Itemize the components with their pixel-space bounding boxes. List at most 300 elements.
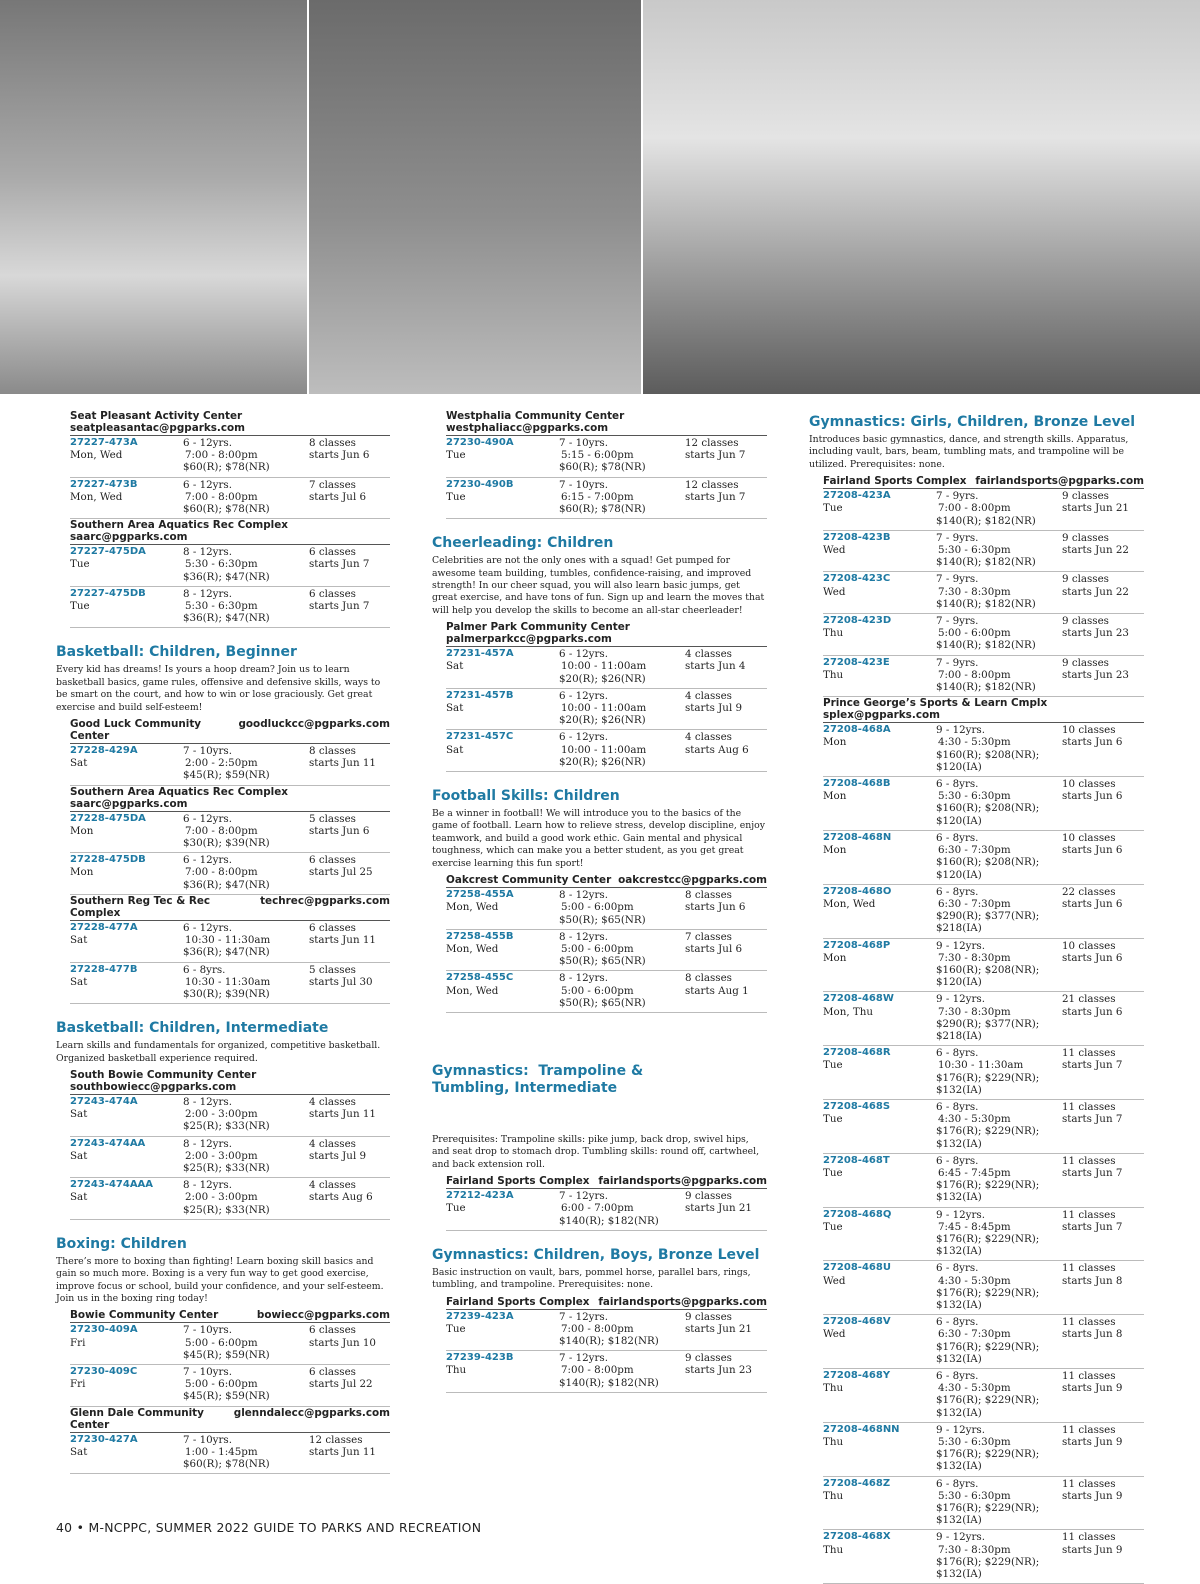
class-days: Sat bbox=[446, 743, 464, 756]
class-start-date: starts Jun 9 bbox=[1062, 1543, 1123, 1556]
class-code-link[interactable]: 27208-468Z bbox=[823, 1477, 891, 1489]
class-count: 11 classes bbox=[1062, 1047, 1116, 1060]
row-age-time-fee bbox=[559, 437, 685, 474]
location-header: Westphalia Community Center westphaliacc@pgparks.com bbox=[446, 410, 767, 436]
row-sessions bbox=[685, 1352, 767, 1389]
class-start-date: starts Jun 10 bbox=[309, 1336, 376, 1349]
row-sessions bbox=[685, 1311, 767, 1348]
class-listing-row bbox=[823, 885, 1144, 939]
row-age-time-fee bbox=[936, 1370, 1062, 1419]
class-start-date: starts Jun 22 bbox=[1062, 585, 1129, 598]
class-code-link[interactable]: 27208-468A bbox=[823, 724, 891, 736]
class-listing-row bbox=[70, 1178, 390, 1220]
class-code-link[interactable]: 27208-468Y bbox=[823, 1370, 891, 1382]
class-fee: $60(R); $78(NR) bbox=[183, 503, 270, 516]
class-days: Mon, Wed bbox=[70, 449, 123, 462]
class-age: 6 - 12yrs. bbox=[559, 689, 608, 702]
page-footer: 40 • M-NCPPC, SUMMER 2022 GUIDE TO PARKS AND RECREATION bbox=[56, 1520, 482, 1535]
class-code-link[interactable]: 27208-468R bbox=[823, 1047, 891, 1059]
row-age-time-fee bbox=[183, 922, 309, 959]
class-code-link[interactable]: 27228-429A bbox=[70, 745, 138, 757]
row-sessions bbox=[1062, 615, 1144, 652]
class-fee: $140(R); $182(NR) bbox=[936, 556, 1036, 569]
class-time: 5:30 - 6:30pm bbox=[938, 544, 1011, 557]
class-code-link[interactable]: 27258-455A bbox=[446, 889, 514, 901]
class-days: Fri bbox=[70, 1378, 86, 1391]
class-time: 4:30 - 5:30pm bbox=[938, 1382, 1011, 1395]
class-count: 5 classes bbox=[309, 963, 356, 976]
row-code-day bbox=[70, 1324, 183, 1361]
class-time: 5:30 - 6:30pm bbox=[185, 558, 258, 571]
row-age-time-fee bbox=[936, 657, 1062, 694]
row-age-time-fee bbox=[183, 437, 309, 474]
class-start-date: starts Jun 11 bbox=[309, 1108, 376, 1121]
class-listing-row bbox=[70, 436, 390, 478]
class-count: 11 classes bbox=[1062, 1316, 1116, 1329]
section-description: Introduces basic gymnastics, dance, and strength skills. Apparatus, including vault, bars, beam, tumbling mats, and trampoline will be utilized. Prerequisites: none. bbox=[809, 434, 1129, 470]
row-sessions bbox=[309, 1138, 390, 1175]
class-days: Mon, Thu bbox=[823, 1005, 874, 1018]
class-code-link[interactable]: 27208-423C bbox=[823, 573, 891, 585]
class-time: 7:45 - 8:45pm bbox=[938, 1220, 1011, 1233]
class-code-link[interactable]: 27208-468NN bbox=[823, 1423, 900, 1435]
class-time: 4:30 - 5:30pm bbox=[938, 1274, 1011, 1287]
class-code-link[interactable]: 27239-423A bbox=[446, 1310, 514, 1322]
class-fee: $140(R); $182(NR) bbox=[936, 639, 1036, 652]
class-days: Wed bbox=[823, 585, 846, 598]
row-sessions bbox=[1062, 1047, 1144, 1096]
location-header: Fairland Sports Complex fairlandsports@pgparks.com bbox=[446, 1175, 767, 1188]
row-sessions bbox=[309, 437, 390, 474]
class-time: 5:00 - 6:00pm bbox=[938, 627, 1011, 640]
class-start-date: starts Jun 6 bbox=[1062, 1005, 1123, 1018]
class-days: Tue bbox=[446, 1322, 466, 1335]
class-fee: $25(R); $33(NR) bbox=[183, 1161, 270, 1174]
section-title: Boxing: Children bbox=[56, 1235, 187, 1252]
row-sessions bbox=[309, 922, 390, 959]
class-listing-row bbox=[70, 545, 390, 587]
row-age-time-fee bbox=[559, 1352, 685, 1389]
class-start-date: starts Jun 22 bbox=[1062, 544, 1129, 557]
class-start-date: starts Jun 21 bbox=[685, 1322, 752, 1335]
row-sessions bbox=[1062, 832, 1144, 881]
class-time: 2:00 - 3:00pm bbox=[185, 1149, 258, 1162]
class-time: 6:00 - 7:00pm bbox=[561, 1202, 634, 1215]
class-time: 2:00 - 3:00pm bbox=[185, 1191, 258, 1204]
class-count: 22 classes bbox=[1062, 885, 1116, 898]
class-listing-row bbox=[823, 614, 1144, 656]
class-code-link[interactable]: 27230-490B bbox=[446, 478, 514, 490]
class-days: Sat bbox=[70, 975, 88, 988]
class-fee: $160(R); $208(NR); $120(IA) bbox=[936, 748, 1040, 773]
class-time: 7:30 - 8:30pm bbox=[938, 1543, 1011, 1556]
row-sessions bbox=[1062, 1101, 1144, 1150]
class-code-link[interactable]: 27231-457C bbox=[446, 731, 514, 743]
row-code-day bbox=[70, 854, 183, 891]
section-description: Celebrities are not the only ones with a squad! Get pumped for awesome team building, tumbles, confidence-raising, and improved strength! In our cheer squad, you will also learn basic jumps, get great exercise, and have tons of fun. Sign up and learn the moves that will help you develop the skills to become an all-star cheerleader! bbox=[432, 555, 765, 616]
class-age: 8 - 12yrs. bbox=[559, 889, 608, 902]
class-count: 6 classes bbox=[309, 587, 356, 600]
class-listing-row bbox=[446, 1310, 767, 1352]
class-age: 6 - 8yrs. bbox=[183, 963, 226, 976]
class-start-date: starts Jun 7 bbox=[1062, 1166, 1123, 1179]
class-start-date: starts Jun 7 bbox=[1062, 1059, 1123, 1072]
location-header: South Bowie Community Center southbowiecc@pgparks.com bbox=[70, 1069, 390, 1095]
column-1 bbox=[56, 410, 390, 1474]
class-count: 4 classes bbox=[309, 1095, 356, 1108]
class-count: 4 classes bbox=[685, 689, 732, 702]
row-age-time-fee bbox=[936, 1316, 1062, 1365]
class-age: 8 - 12yrs. bbox=[183, 1137, 232, 1150]
class-count: 10 classes bbox=[1062, 831, 1116, 844]
row-age-time-fee bbox=[936, 993, 1062, 1042]
location-email[interactable]: seatpleasantac@pgparks.com bbox=[70, 422, 246, 434]
class-code-link[interactable]: 27228-477A bbox=[70, 921, 138, 933]
location-email[interactable]: oakcrestcc@pgparks.com bbox=[618, 874, 767, 887]
row-sessions bbox=[1062, 532, 1144, 569]
row-code-day bbox=[823, 1047, 936, 1096]
class-start-date: starts Jun 6 bbox=[1062, 897, 1123, 910]
location-email[interactable]: splex@pgparks.com bbox=[823, 709, 940, 722]
class-listing-row bbox=[823, 939, 1144, 993]
class-code-link[interactable]: 27208-423E bbox=[823, 656, 890, 668]
row-code-day bbox=[823, 532, 936, 569]
class-fee: $290(R); $377(NR); $218(IA) bbox=[936, 910, 1040, 935]
section-title: Football Skills: Children bbox=[432, 788, 620, 805]
class-count: 6 classes bbox=[309, 921, 356, 934]
location-email[interactable]: southbowiecc@pgparks.com bbox=[70, 1080, 237, 1093]
row-age-time-fee bbox=[936, 832, 1062, 881]
class-days: Tue bbox=[823, 502, 843, 515]
row-sessions bbox=[1062, 1316, 1144, 1365]
class-days: Tue bbox=[446, 449, 466, 462]
location-header: Fairland Sports Complex fairlandsports@pgparks.com bbox=[446, 1295, 767, 1308]
row-age-time-fee bbox=[183, 588, 309, 625]
row-age-time-fee bbox=[936, 886, 1062, 935]
class-start-date: starts Jul 6 bbox=[309, 490, 367, 503]
class-listing-row bbox=[823, 1046, 1144, 1100]
row-age-time-fee bbox=[559, 972, 685, 1009]
class-code-link[interactable]: 27208-468U bbox=[823, 1262, 891, 1274]
class-age: 9 - 12yrs. bbox=[936, 1208, 985, 1221]
class-count: 11 classes bbox=[1062, 1477, 1116, 1490]
class-time: 10:30 - 11:30am bbox=[938, 1059, 1024, 1072]
class-start-date: starts Jun 23 bbox=[1062, 668, 1129, 681]
class-listing-row bbox=[823, 1477, 1144, 1531]
class-code-link[interactable]: 27208-468W bbox=[823, 993, 894, 1005]
class-code-link[interactable]: 27227-473A bbox=[70, 437, 138, 448]
class-code-link[interactable]: 27230-409A bbox=[70, 1324, 138, 1336]
class-days: Thu bbox=[823, 1489, 844, 1502]
class-listing-row bbox=[823, 1208, 1144, 1262]
class-days: Sat bbox=[70, 1445, 88, 1458]
location-email[interactable]: palmerparkcc@pgparks.com bbox=[446, 633, 612, 646]
row-sessions bbox=[309, 1366, 390, 1403]
class-time: 7:00 - 8:00pm bbox=[185, 824, 258, 837]
class-fee: $176(R); $229(NR); $132(IA) bbox=[936, 1125, 1040, 1150]
class-age: 6 - 8yrs. bbox=[936, 1370, 979, 1383]
location-header: Southern Area Aquatics Rec Complex saarc@pgparks.com bbox=[70, 519, 390, 545]
class-start-date: starts Jun 7 bbox=[1062, 1113, 1123, 1126]
class-days: Thu bbox=[823, 1436, 844, 1449]
row-sessions bbox=[1062, 490, 1144, 527]
class-code-link[interactable]: 27227-475DB bbox=[70, 587, 146, 599]
row-code-day bbox=[823, 940, 936, 989]
class-time: 4:30 - 5:30pm bbox=[938, 1113, 1011, 1126]
class-age: 8 - 12yrs. bbox=[183, 1179, 232, 1192]
section-title: Gymnastics: Girls, Children, Bronze Level bbox=[809, 414, 1135, 430]
location-header: Oakcrest Community Center oakcrestcc@pgparks.com bbox=[446, 874, 767, 887]
class-time: 7:30 - 8:30pm bbox=[938, 1005, 1011, 1018]
class-listing-row bbox=[823, 1154, 1144, 1208]
location-email[interactable]: fairlandsports@pgparks.com bbox=[598, 1175, 767, 1188]
class-code-link[interactable]: 27230-490A bbox=[446, 437, 514, 448]
location-email[interactable]: techrec@pgparks.com bbox=[260, 894, 390, 907]
row-code-day bbox=[70, 437, 183, 474]
class-code-link[interactable]: 27227-475DA bbox=[70, 546, 146, 558]
class-listing-row bbox=[70, 1323, 390, 1365]
class-days: Wed bbox=[823, 1274, 846, 1287]
class-time: 10:30 - 11:30am bbox=[185, 934, 271, 947]
class-listing-row bbox=[823, 489, 1144, 531]
location-email[interactable]: saarc@pgparks.com bbox=[70, 797, 188, 810]
row-code-day bbox=[446, 648, 559, 685]
row-age-time-fee bbox=[936, 1155, 1062, 1204]
class-age: 7 - 9yrs. bbox=[936, 656, 979, 669]
location-email[interactable]: bowiecc@pgparks.com bbox=[256, 1309, 390, 1322]
class-count: 9 classes bbox=[1062, 573, 1109, 586]
location-email[interactable]: fairlandsports@pgparks.com bbox=[598, 1295, 767, 1308]
class-time: 10:00 - 11:00am bbox=[561, 702, 647, 715]
row-sessions bbox=[685, 889, 767, 926]
row-age-time-fee bbox=[183, 1179, 309, 1216]
class-listing-row bbox=[446, 647, 767, 689]
row-code-day bbox=[823, 1155, 936, 1204]
class-start-date: starts Jun 6 bbox=[1062, 790, 1123, 803]
class-fee: $30(R); $39(NR) bbox=[183, 837, 270, 850]
class-code-link[interactable]: 27212-423A bbox=[446, 1190, 514, 1202]
row-code-day bbox=[823, 1531, 936, 1580]
row-age-time-fee bbox=[936, 940, 1062, 989]
class-code-link[interactable]: 27228-475DA bbox=[70, 812, 146, 824]
row-code-day bbox=[446, 972, 559, 1009]
class-days: Wed bbox=[823, 544, 846, 557]
class-code-link[interactable]: 27243-474AAA bbox=[70, 1179, 154, 1191]
row-sessions bbox=[1062, 1424, 1144, 1473]
section-title: Basketball: Children, Beginner bbox=[56, 644, 297, 661]
class-age: 7 - 9yrs. bbox=[936, 490, 979, 503]
class-fee: $45(R); $59(NR) bbox=[183, 1348, 270, 1361]
class-code-link[interactable]: 27258-455C bbox=[446, 972, 514, 984]
class-listing-row bbox=[70, 478, 390, 520]
section-title: Gymnastics: Children, Boys, Bronze Level bbox=[432, 1246, 760, 1263]
class-count: 10 classes bbox=[1062, 724, 1116, 737]
class-days: Sat bbox=[70, 1108, 88, 1121]
class-age: 7 - 10yrs. bbox=[559, 478, 608, 491]
class-count: 6 classes bbox=[309, 1324, 356, 1337]
row-code-day bbox=[823, 1478, 936, 1527]
section-title: Gymnastics: Trampoline & Tumbling, Intermediate bbox=[432, 1062, 644, 1096]
class-time: 10:00 - 11:00am bbox=[561, 660, 647, 673]
row-sessions bbox=[1062, 1531, 1144, 1580]
class-start-date: starts Jun 6 bbox=[1062, 951, 1123, 964]
row-age-time-fee bbox=[936, 1047, 1062, 1096]
class-code-link[interactable]: 27239-423B bbox=[446, 1352, 514, 1364]
class-age: 6 - 12yrs. bbox=[183, 812, 232, 825]
class-count: 4 classes bbox=[685, 731, 732, 744]
location-email[interactable]: fairlandsports@pgparks.com bbox=[975, 475, 1144, 488]
row-sessions bbox=[685, 731, 767, 768]
class-code-link[interactable]: 27243-474AA bbox=[70, 1137, 146, 1149]
class-fee: $176(R); $229(NR); $132(IA) bbox=[936, 1071, 1040, 1096]
class-count: 21 classes bbox=[1062, 993, 1116, 1006]
row-age-time-fee bbox=[559, 1311, 685, 1348]
class-code-link[interactable]: 27208-468T bbox=[823, 1154, 890, 1166]
class-fee: $160(R); $208(NR); $120(IA) bbox=[936, 963, 1040, 989]
class-code-link[interactable]: 27208-468S bbox=[823, 1100, 891, 1112]
class-age: 9 - 12yrs. bbox=[936, 993, 985, 1006]
class-code-link[interactable]: 27228-475DB bbox=[70, 854, 146, 866]
location-email[interactable]: westphaliacc@pgparks.com bbox=[446, 422, 609, 434]
class-count: 7 classes bbox=[685, 930, 732, 943]
section-description: Learn skills and fundamentals for organized, competitive basketball. Organized basketball experience required. bbox=[56, 1040, 381, 1064]
class-age: 6 - 8yrs. bbox=[936, 1316, 979, 1329]
class-time: 7:30 - 8:30pm bbox=[938, 585, 1011, 598]
class-start-date: starts Jun 4 bbox=[685, 660, 746, 673]
class-time: 6:30 - 7:30pm bbox=[938, 844, 1011, 857]
class-fee: $45(R); $59(NR) bbox=[183, 769, 270, 782]
class-count: 9 classes bbox=[1062, 531, 1109, 544]
location-email[interactable]: saarc@pgparks.com bbox=[70, 531, 188, 544]
class-start-date: starts Jun 21 bbox=[685, 1202, 752, 1215]
class-days: Sat bbox=[70, 1191, 88, 1204]
class-count: 9 classes bbox=[1062, 490, 1109, 503]
section-description: There’s more to boxing than fighting! Learn boxing skill basics and gain so much more. Boxing is a very fun way to get good exercise, improve focus or school, build your confidence, and your self-esteem. Join us in the boxing ring today! bbox=[56, 1255, 384, 1304]
photo-strip bbox=[0, 0, 1200, 394]
class-code-link[interactable]: 27208-468N bbox=[823, 831, 892, 843]
class-start-date: starts Jun 6 bbox=[685, 901, 746, 914]
row-code-day bbox=[823, 657, 936, 694]
row-age-time-fee bbox=[559, 889, 685, 926]
class-code-link[interactable]: 27208-468Q bbox=[823, 1208, 892, 1220]
class-listing-row bbox=[446, 689, 767, 731]
row-sessions bbox=[309, 479, 390, 516]
row-sessions bbox=[309, 588, 390, 625]
class-listing-row bbox=[446, 436, 767, 478]
class-listing-row bbox=[70, 921, 390, 963]
class-age: 6 - 8yrs. bbox=[936, 885, 979, 898]
class-code-link[interactable]: 27208-468O bbox=[823, 885, 892, 897]
class-age: 6 - 12yrs. bbox=[559, 731, 608, 744]
class-time: 1:00 - 1:45pm bbox=[185, 1445, 258, 1458]
row-sessions bbox=[309, 813, 390, 850]
row-sessions bbox=[685, 1190, 767, 1227]
class-age: 7 - 12yrs. bbox=[559, 1190, 608, 1203]
class-time: 5:30 - 6:30pm bbox=[185, 600, 258, 613]
class-code-link[interactable]: 27227-473B bbox=[70, 478, 138, 490]
class-time: 5:00 - 6:00pm bbox=[185, 1378, 258, 1391]
class-time: 7:00 - 8:00pm bbox=[938, 502, 1011, 515]
class-age: 6 - 8yrs. bbox=[936, 1154, 979, 1167]
class-time: 4:30 - 5:30pm bbox=[938, 736, 1011, 749]
class-time: 6:30 - 7:30pm bbox=[938, 1328, 1011, 1341]
row-age-time-fee bbox=[936, 1478, 1062, 1527]
class-code-link[interactable]: 27208-468P bbox=[823, 939, 891, 951]
row-sessions bbox=[1062, 573, 1144, 610]
class-age: 8 - 12yrs. bbox=[559, 930, 608, 943]
row-sessions bbox=[309, 1179, 390, 1216]
class-listing-row bbox=[823, 531, 1144, 573]
class-code-link[interactable]: 27231-457B bbox=[446, 689, 514, 701]
class-days: Sat bbox=[70, 1149, 88, 1162]
row-sessions bbox=[309, 546, 390, 583]
class-code-link[interactable]: 27208-423D bbox=[823, 615, 892, 627]
class-start-date: starts Aug 1 bbox=[685, 984, 749, 997]
row-code-day bbox=[70, 1179, 183, 1216]
class-start-date: starts Jun 6 bbox=[1062, 844, 1123, 857]
row-code-day bbox=[446, 1311, 559, 1348]
location-email[interactable]: goodluckcc@pgparks.com bbox=[238, 718, 390, 731]
class-code-link[interactable]: 27230-409C bbox=[70, 1365, 138, 1377]
class-time: 6:45 - 7:45pm bbox=[938, 1166, 1011, 1179]
row-age-time-fee bbox=[559, 1190, 685, 1227]
class-fee: $25(R); $33(NR) bbox=[183, 1120, 270, 1133]
row-code-day bbox=[70, 1138, 183, 1175]
class-count: 11 classes bbox=[1062, 1423, 1116, 1436]
class-listing-row bbox=[823, 1261, 1144, 1315]
class-code-link[interactable]: 27231-457A bbox=[446, 648, 514, 660]
class-age: 7 - 12yrs. bbox=[559, 1352, 608, 1365]
class-code-link[interactable]: 27208-468X bbox=[823, 1531, 891, 1543]
class-count: 9 classes bbox=[685, 1310, 732, 1323]
class-start-date: starts Jun 9 bbox=[1062, 1489, 1123, 1502]
class-code-link[interactable]: 27208-468B bbox=[823, 778, 891, 790]
class-code-link[interactable]: 27208-423B bbox=[823, 531, 891, 543]
class-code-link[interactable]: 27243-474A bbox=[70, 1095, 138, 1107]
row-sessions bbox=[685, 690, 767, 727]
class-fee: $20(R); $26(NR) bbox=[559, 755, 646, 768]
row-age-time-fee bbox=[183, 1138, 309, 1175]
class-days: Fri bbox=[70, 1336, 86, 1349]
class-code-link[interactable]: 27228-477B bbox=[70, 963, 138, 975]
class-code-link[interactable]: 27208-423A bbox=[823, 490, 891, 502]
class-start-date: starts Jun 11 bbox=[309, 1445, 376, 1458]
row-sessions bbox=[1062, 993, 1144, 1042]
row-sessions bbox=[1062, 1155, 1144, 1204]
class-days: Mon, Wed bbox=[446, 942, 499, 955]
class-fee: $50(R); $65(NR) bbox=[559, 955, 646, 968]
class-code-link[interactable]: 27258-455B bbox=[446, 930, 514, 942]
class-days: Sat bbox=[446, 660, 464, 673]
class-listing-row bbox=[446, 478, 767, 520]
class-time: 5:00 - 6:00pm bbox=[561, 942, 634, 955]
section-description: Be a winner in football! We will introduce you to the basics of the game of football. Learn how to relieve stress, develop discipline, enjoy teamwork, and build a good work ethic. Gain mental and physical toughness, which can make you a better student, as you get great exercise learning this fun sport! bbox=[432, 808, 765, 869]
class-listing-row bbox=[70, 1365, 390, 1407]
row-code-day bbox=[823, 832, 936, 881]
class-time: 6:15 - 7:00pm bbox=[561, 490, 634, 503]
row-age-time-fee bbox=[183, 745, 309, 782]
section-title: Basketball: Children, Intermediate bbox=[56, 1020, 329, 1037]
class-code-link[interactable]: 27230-427A bbox=[70, 1433, 138, 1445]
class-code-link[interactable]: 27208-468V bbox=[823, 1316, 891, 1328]
row-age-time-fee bbox=[936, 778, 1062, 827]
class-days: Thu bbox=[446, 1364, 467, 1377]
location-email[interactable]: glenndalecc@pgparks.com bbox=[233, 1406, 390, 1419]
row-sessions bbox=[1062, 778, 1144, 827]
photo-basketball-shooter bbox=[0, 0, 307, 394]
class-time: 5:00 - 6:00pm bbox=[185, 1336, 258, 1349]
class-fee: $60(R); $78(NR) bbox=[183, 461, 270, 474]
